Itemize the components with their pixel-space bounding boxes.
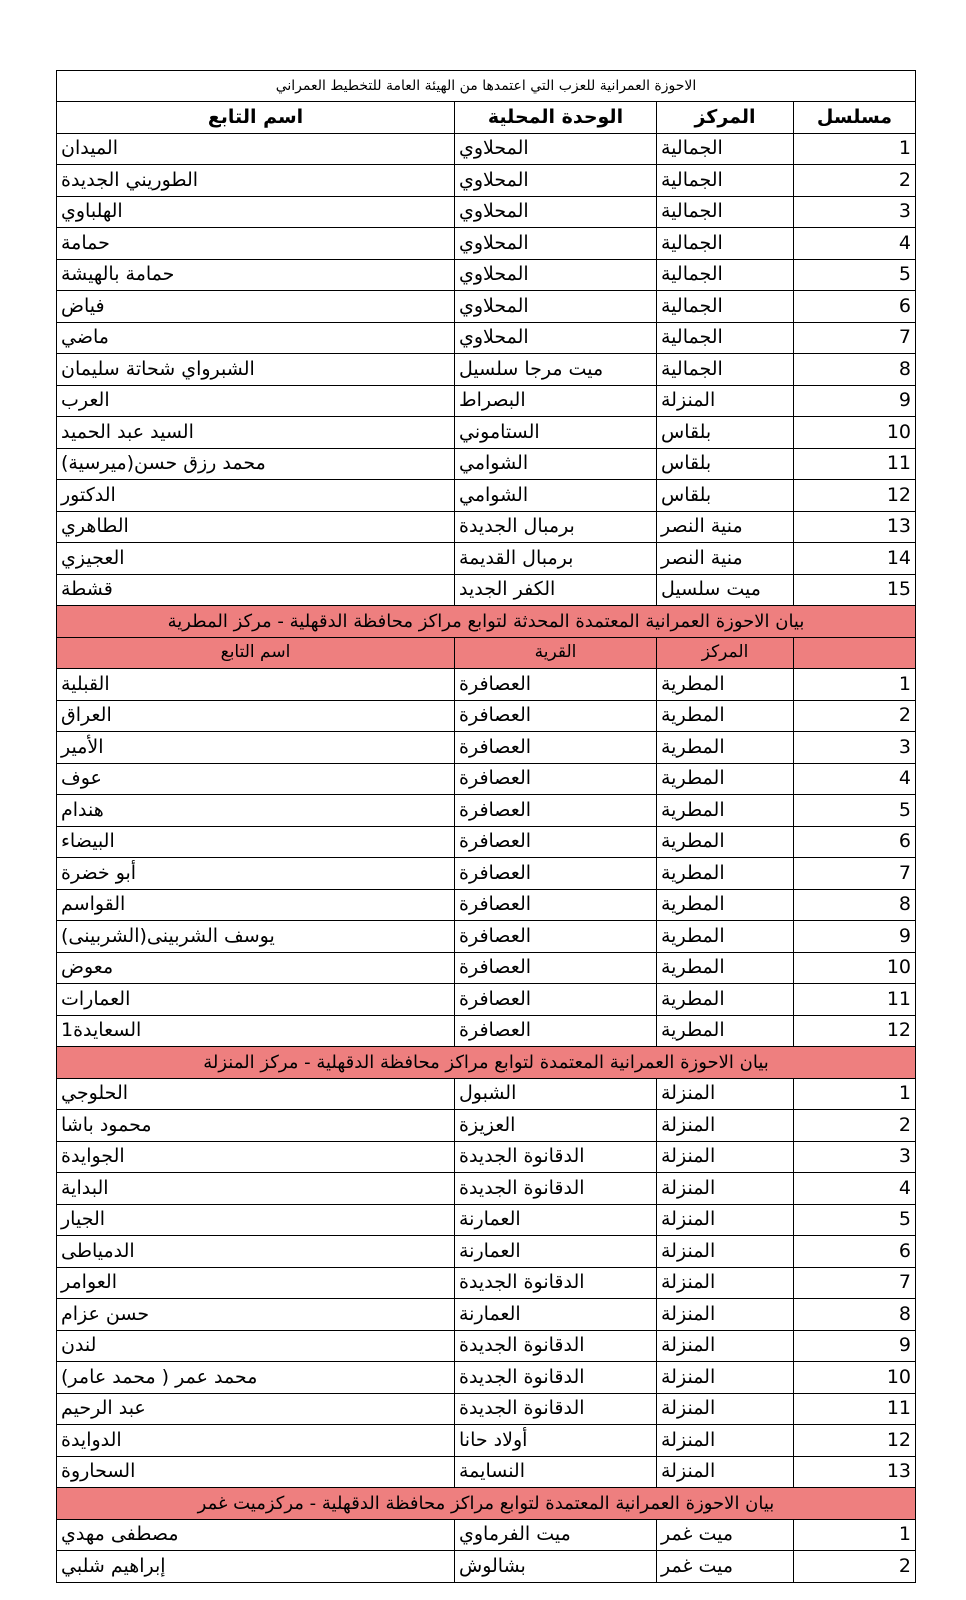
cell-center: بلقاس <box>657 448 794 480</box>
table-row <box>57 322 916 354</box>
cell-name: السحاروة <box>57 1456 455 1488</box>
cell-unit: برمبال الجديدة <box>455 511 657 543</box>
cell-name: العمارات <box>57 984 455 1016</box>
cell-name: القبلية <box>57 669 455 701</box>
cell-name: ماضي <box>57 322 455 354</box>
cell-center: الجمالية <box>657 228 794 260</box>
cell-center: المنزلة <box>657 1299 794 1331</box>
table-row <box>57 1110 916 1142</box>
cell-name: معوض <box>57 952 455 984</box>
table-row <box>57 291 916 323</box>
cell-center: المنزلة <box>657 1456 794 1488</box>
cell-name: السعايدة1 <box>57 1015 455 1047</box>
section-banner-row <box>57 606 916 638</box>
table-row <box>57 1267 916 1299</box>
cell-name: محمود باشا <box>57 1110 455 1142</box>
cell-center: الجمالية <box>657 196 794 228</box>
cell-unit: البصراط <box>455 385 657 417</box>
cell-name: إبراهيم شلبي <box>57 1551 455 1583</box>
table-row <box>57 763 916 795</box>
cell-unit: ميت الفرماوي <box>455 1519 657 1551</box>
cell-serial: 15 <box>794 574 916 606</box>
section-banner: بيان الاحوزة العمرانية المعتمدة لتوابع مراكز محافظة الدقهلية - مركز المنزلة <box>57 1047 916 1079</box>
cell-unit: الشبول <box>455 1078 657 1110</box>
table-row <box>57 1204 916 1236</box>
cell-unit: الدقانوة الجديدة <box>455 1141 657 1173</box>
table-row <box>57 1551 916 1583</box>
column-header-row <box>57 102 916 134</box>
cell-serial: 9 <box>794 385 916 417</box>
cell-center: بلقاس <box>657 480 794 512</box>
cell-unit: المحلاوي <box>455 133 657 165</box>
cell-center: ميت غمر <box>657 1519 794 1551</box>
cell-name: الدوايدة <box>57 1425 455 1457</box>
table-row <box>57 700 916 732</box>
cell-name: لندن <box>57 1330 455 1362</box>
cell-unit: الكفر الجديد <box>455 574 657 606</box>
section-banner-row <box>57 1047 916 1079</box>
cell-name: الميدان <box>57 133 455 165</box>
table-row <box>57 1456 916 1488</box>
cell-center: المطرية <box>657 669 794 701</box>
cell-unit: العصافرة <box>455 984 657 1016</box>
cell-center: المنزلة <box>657 1078 794 1110</box>
cell-serial: 3 <box>794 1141 916 1173</box>
table-row <box>57 259 916 291</box>
cell-serial: 4 <box>794 228 916 260</box>
cell-name: السيد عبد الحميد <box>57 417 455 449</box>
cell-unit: العصافرة <box>455 795 657 827</box>
cell-name: هندام <box>57 795 455 827</box>
cell-serial: 5 <box>794 259 916 291</box>
cell-center: المنزلة <box>657 1267 794 1299</box>
cell-unit: المحلاوي <box>455 196 657 228</box>
cell-unit: العصافرة <box>455 921 657 953</box>
cell-center: الجمالية <box>657 165 794 197</box>
cell-center: المنزلة <box>657 1236 794 1268</box>
cell-serial: 2 <box>794 1551 916 1583</box>
cell-serial: 12 <box>794 480 916 512</box>
cell-name: حمامة بالهيشة <box>57 259 455 291</box>
cell-center: المنزلة <box>657 1110 794 1142</box>
zones-table <box>56 70 916 1583</box>
cell-serial: 2 <box>794 700 916 732</box>
cell-center: المطرية <box>657 889 794 921</box>
table-row <box>57 228 916 260</box>
cell-unit: أولاد حانا <box>455 1425 657 1457</box>
cell-unit: العصافرة <box>455 763 657 795</box>
cell-name: أبو خضرة <box>57 858 455 890</box>
cell-center: المطرية <box>657 1015 794 1047</box>
cell-name: حسن عزام <box>57 1299 455 1331</box>
cell-name: محمد عمر ( محمد عامر) <box>57 1362 455 1394</box>
table-row <box>57 1015 916 1047</box>
cell-name: القواسم <box>57 889 455 921</box>
cell-center: منية النصر <box>657 543 794 575</box>
cell-center: المنزلة <box>657 1204 794 1236</box>
cell-unit: الشوامي <box>455 448 657 480</box>
cell-center: منية النصر <box>657 511 794 543</box>
cell-serial: 5 <box>794 1204 916 1236</box>
cell-unit: الدقانوة الجديدة <box>455 1362 657 1394</box>
title-row <box>57 71 916 102</box>
cell-unit: العصافرة <box>455 669 657 701</box>
cell-center: المطرية <box>657 732 794 764</box>
cell-name: البيضاء <box>57 826 455 858</box>
cell-center: المطرية <box>657 763 794 795</box>
cell-name: العراق <box>57 700 455 732</box>
cell-serial: 11 <box>794 448 916 480</box>
cell-name: قشطة <box>57 574 455 606</box>
cell-name: الأمير <box>57 732 455 764</box>
table-row <box>57 921 916 953</box>
cell-name: مصطفى مهدي <box>57 1519 455 1551</box>
header-center: المركز <box>657 102 794 134</box>
table-row <box>57 795 916 827</box>
section-subheader-row <box>57 637 916 669</box>
cell-unit: العمارنة <box>455 1236 657 1268</box>
header-local-unit: الوحدة المحلية <box>455 102 657 134</box>
cell-serial: 5 <box>794 795 916 827</box>
table-row <box>57 1425 916 1457</box>
cell-unit: المحلاوي <box>455 228 657 260</box>
table-row <box>57 354 916 386</box>
cell-name: يوسف الشربينى(الشربينى) <box>57 921 455 953</box>
cell-serial: 11 <box>794 984 916 1016</box>
table-row <box>57 133 916 165</box>
cell-serial: 10 <box>794 1362 916 1394</box>
cell-center: المطرية <box>657 858 794 890</box>
table-row <box>57 858 916 890</box>
cell-name: العوامر <box>57 1267 455 1299</box>
cell-unit: النسايمة <box>455 1456 657 1488</box>
subheader-name: اسم التابع <box>57 637 455 669</box>
cell-name: محمد رزق حسن(ميرسية) <box>57 448 455 480</box>
cell-name: البداية <box>57 1173 455 1205</box>
cell-serial: 14 <box>794 543 916 575</box>
cell-serial: 1 <box>794 1519 916 1551</box>
section-banner: بيان الاحوزة العمرانية المعتمدة المحدثة لتوابع مراكز محافظة الدقهلية - مركز المطرية <box>57 606 916 638</box>
cell-serial: 3 <box>794 196 916 228</box>
cell-serial: 6 <box>794 291 916 323</box>
subheader-center: المركز <box>657 637 794 669</box>
cell-center: الجمالية <box>657 322 794 354</box>
cell-name: فياض <box>57 291 455 323</box>
cell-unit: الستاموني <box>455 417 657 449</box>
cell-serial: 11 <box>794 1393 916 1425</box>
cell-serial: 4 <box>794 763 916 795</box>
cell-name: الدمياطى <box>57 1236 455 1268</box>
table-row <box>57 984 916 1016</box>
table-row <box>57 732 916 764</box>
cell-serial: 6 <box>794 1236 916 1268</box>
table-row <box>57 1078 916 1110</box>
cell-unit: الدقانوة الجديدة <box>455 1330 657 1362</box>
cell-name: العجيزي <box>57 543 455 575</box>
cell-serial: 9 <box>794 921 916 953</box>
cell-center: المنزلة <box>657 1173 794 1205</box>
header-name: اسم التابع <box>57 102 455 134</box>
table-row <box>57 511 916 543</box>
cell-center: المطرية <box>657 700 794 732</box>
cell-serial: 12 <box>794 1425 916 1457</box>
cell-unit: المحلاوي <box>455 259 657 291</box>
cell-unit: برمبال القديمة <box>455 543 657 575</box>
cell-serial: 10 <box>794 952 916 984</box>
cell-serial: 13 <box>794 511 916 543</box>
cell-name: الجيار <box>57 1204 455 1236</box>
cell-name: العرب <box>57 385 455 417</box>
table-row <box>57 165 916 197</box>
cell-serial: 1 <box>794 1078 916 1110</box>
cell-center: المنزلة <box>657 385 794 417</box>
section-banner: بيان الاحوزة العمرانية المعتمدة لتوابع مراكز محافظة الدقهلية - مركزميت غمر <box>57 1488 916 1520</box>
cell-center: المطرية <box>657 952 794 984</box>
table-row <box>57 196 916 228</box>
page-title: الاحوزة العمرانية للعزب التي اعتمدها من الهيئة العامة للتخطيط العمراني <box>57 71 916 102</box>
cell-center: الجمالية <box>657 133 794 165</box>
cell-center: ميت سلسيل <box>657 574 794 606</box>
table-row <box>57 952 916 984</box>
table-row <box>57 448 916 480</box>
table-row <box>57 480 916 512</box>
cell-center: المنزلة <box>657 1425 794 1457</box>
table-row <box>57 1173 916 1205</box>
cell-name: عبد الرحيم <box>57 1393 455 1425</box>
cell-unit: العصافرة <box>455 700 657 732</box>
table-row <box>57 1362 916 1394</box>
cell-center: المطرية <box>657 795 794 827</box>
cell-serial: 2 <box>794 165 916 197</box>
table-row <box>57 543 916 575</box>
cell-unit: العصافرة <box>455 952 657 984</box>
cell-serial: 4 <box>794 1173 916 1205</box>
cell-serial: 7 <box>794 1267 916 1299</box>
table-row <box>57 1299 916 1331</box>
header-serial: مسلسل <box>794 102 916 134</box>
cell-unit: الدقانوة الجديدة <box>455 1173 657 1205</box>
cell-center: الجمالية <box>657 354 794 386</box>
cell-name: الحلوجي <box>57 1078 455 1110</box>
table-row <box>57 1236 916 1268</box>
subheader-serial-empty <box>794 637 916 669</box>
cell-unit: العصافرة <box>455 826 657 858</box>
cell-serial: 10 <box>794 417 916 449</box>
cell-unit: العصافرة <box>455 858 657 890</box>
cell-serial: 8 <box>794 1299 916 1331</box>
cell-serial: 1 <box>794 669 916 701</box>
cell-unit: العصافرة <box>455 889 657 921</box>
cell-unit: المحلاوي <box>455 322 657 354</box>
cell-unit: العمارنة <box>455 1299 657 1331</box>
cell-center: المنزلة <box>657 1330 794 1362</box>
cell-serial: 3 <box>794 732 916 764</box>
subheader-village: القرية <box>455 637 657 669</box>
cell-unit: العزيزة <box>455 1110 657 1142</box>
cell-unit: العمارنة <box>455 1204 657 1236</box>
section-banner-row <box>57 1488 916 1520</box>
cell-center: المنزلة <box>657 1362 794 1394</box>
cell-serial: 1 <box>794 133 916 165</box>
cell-unit: الدقانوة الجديدة <box>455 1393 657 1425</box>
cell-name: الجوايدة <box>57 1141 455 1173</box>
cell-unit: الشوامي <box>455 480 657 512</box>
cell-center: بلقاس <box>657 417 794 449</box>
table-row <box>57 826 916 858</box>
table-row <box>57 1519 916 1551</box>
cell-serial: 6 <box>794 826 916 858</box>
cell-serial: 8 <box>794 354 916 386</box>
cell-center: المنزلة <box>657 1141 794 1173</box>
table-row <box>57 1141 916 1173</box>
table-row <box>57 385 916 417</box>
table-row <box>57 574 916 606</box>
cell-name: الشبرواي شحاتة سليمان <box>57 354 455 386</box>
cell-name: الهلباوي <box>57 196 455 228</box>
cell-name: الطاهري <box>57 511 455 543</box>
cell-serial: 7 <box>794 858 916 890</box>
cell-unit: ميت مرجا سلسيل <box>455 354 657 386</box>
cell-center: المنزلة <box>657 1393 794 1425</box>
table-row <box>57 1393 916 1425</box>
cell-unit: المحلاوي <box>455 165 657 197</box>
cell-serial: 13 <box>794 1456 916 1488</box>
table-row <box>57 669 916 701</box>
table-row <box>57 417 916 449</box>
cell-center: المطرية <box>657 984 794 1016</box>
cell-center: المطرية <box>657 921 794 953</box>
cell-unit: بشالوش <box>455 1551 657 1583</box>
cell-serial: 9 <box>794 1330 916 1362</box>
cell-center: المطرية <box>657 826 794 858</box>
cell-unit: الدقانوة الجديدة <box>455 1267 657 1299</box>
cell-unit: العصافرة <box>455 1015 657 1047</box>
cell-serial: 2 <box>794 1110 916 1142</box>
cell-center: ميت غمر <box>657 1551 794 1583</box>
cell-name: الطوريني الجديدة <box>57 165 455 197</box>
document-sheet <box>56 70 915 1583</box>
table-row <box>57 1330 916 1362</box>
cell-name: حمامة <box>57 228 455 260</box>
cell-name: الدكتور <box>57 480 455 512</box>
cell-unit: العصافرة <box>455 732 657 764</box>
cell-center: الجمالية <box>657 259 794 291</box>
cell-center: الجمالية <box>657 291 794 323</box>
cell-name: عوف <box>57 763 455 795</box>
cell-serial: 12 <box>794 1015 916 1047</box>
cell-serial: 8 <box>794 889 916 921</box>
table-row <box>57 889 916 921</box>
cell-serial: 7 <box>794 322 916 354</box>
cell-unit: المحلاوي <box>455 291 657 323</box>
